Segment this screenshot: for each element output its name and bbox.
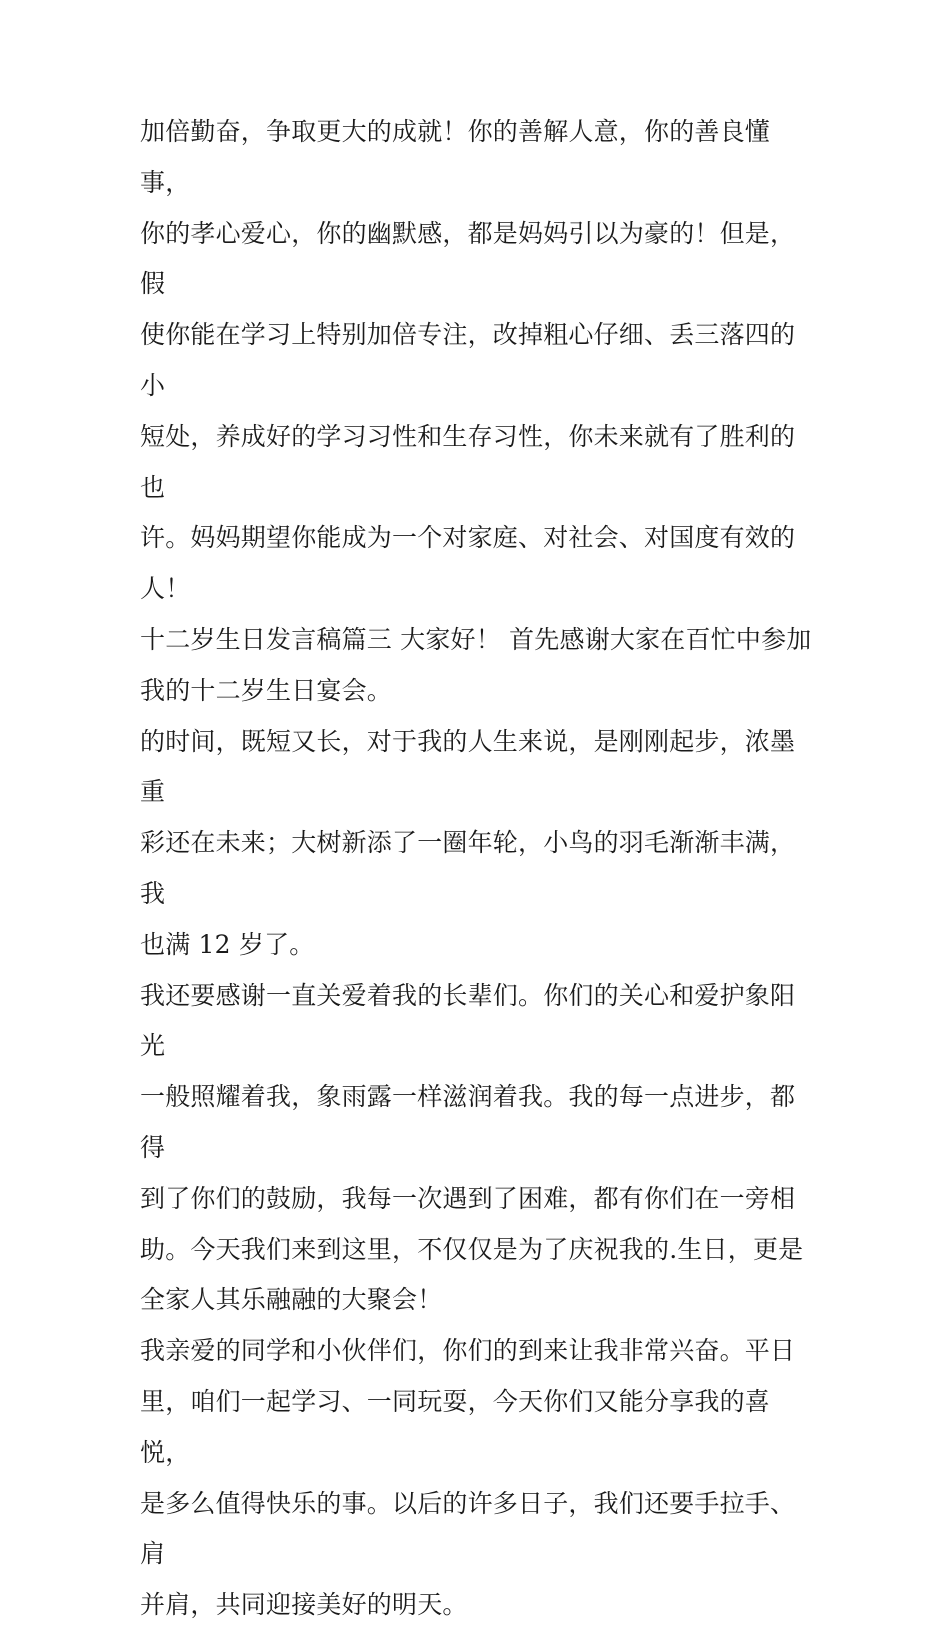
document-body bbox=[140, 107, 820, 1631]
text-line: 我亲爱的同学和小伙伴们，你们的到来让我非常兴奋。平日 bbox=[140, 1336, 796, 1366]
text-line: 十二岁生日发言稿篇三 大家好！ 首先感谢大家在百忙中参加 bbox=[140, 624, 812, 654]
paragraph-5 bbox=[140, 1326, 820, 1631]
text-line: 也满 12 岁了。 bbox=[140, 929, 315, 959]
text-line: 你的孝心爱心，你的幽默感，都是妈妈引以为豪的！但是，假 bbox=[140, 218, 796, 299]
text-line: 是多么值得快乐的事。以后的许多日子，我们还要手拉手、肩 bbox=[140, 1488, 796, 1569]
text-line: 并肩，共同迎接美好的明天。 bbox=[140, 1590, 468, 1620]
text-line: 短处，养成好的学习习性和生存习性，你未来就有了胜利的也 bbox=[140, 421, 796, 502]
text-line: 我的十二岁生日宴会。 bbox=[140, 675, 393, 705]
text-line: 加倍勤奋，争取更大的成就！你的善解人意，你的善良懂事， bbox=[140, 117, 771, 197]
text-line: 全家人其乐融融的大聚会！ bbox=[140, 1285, 443, 1315]
text-line: 人！ bbox=[140, 574, 191, 604]
text-line: 助。今天我们来到这里，不仅仅是为了庆祝我的.生日，更是 bbox=[140, 1234, 804, 1264]
paragraph-4 bbox=[140, 971, 820, 1327]
text-line: 到了你们的鼓励，我每一次遇到了困难，都有你们在一旁相 bbox=[140, 1183, 796, 1213]
text-line: 使你能在学习上特别加倍专注，改掉粗心仔细、丢三落四的小 bbox=[140, 320, 796, 400]
paragraph-3 bbox=[140, 717, 820, 971]
text-line: 许。妈妈期望你能成为一个对家庭、对社会、对国度有效的 bbox=[140, 523, 796, 553]
text-line: 彩还在未来；大树新添了一圈年轮，小鸟的羽毛渐渐丰满，我 bbox=[140, 828, 796, 908]
paragraph-2 bbox=[140, 615, 820, 717]
text-line: 里，咱们一起学习、一同玩耍，今天你们又能分享我的喜悦， bbox=[140, 1386, 771, 1467]
text-line: 我还要感谢一直关爱着我的长辈们。你们的关心和爱护象阳光 bbox=[140, 980, 796, 1061]
paragraph-1 bbox=[140, 107, 820, 615]
text-line: 的时间，既短又长，对于我的人生来说，是刚刚起步，浓墨重 bbox=[140, 726, 796, 807]
text-line: 一般照耀着我，象雨露一样滋润着我。我的每一点进步，都得 bbox=[140, 1082, 796, 1162]
